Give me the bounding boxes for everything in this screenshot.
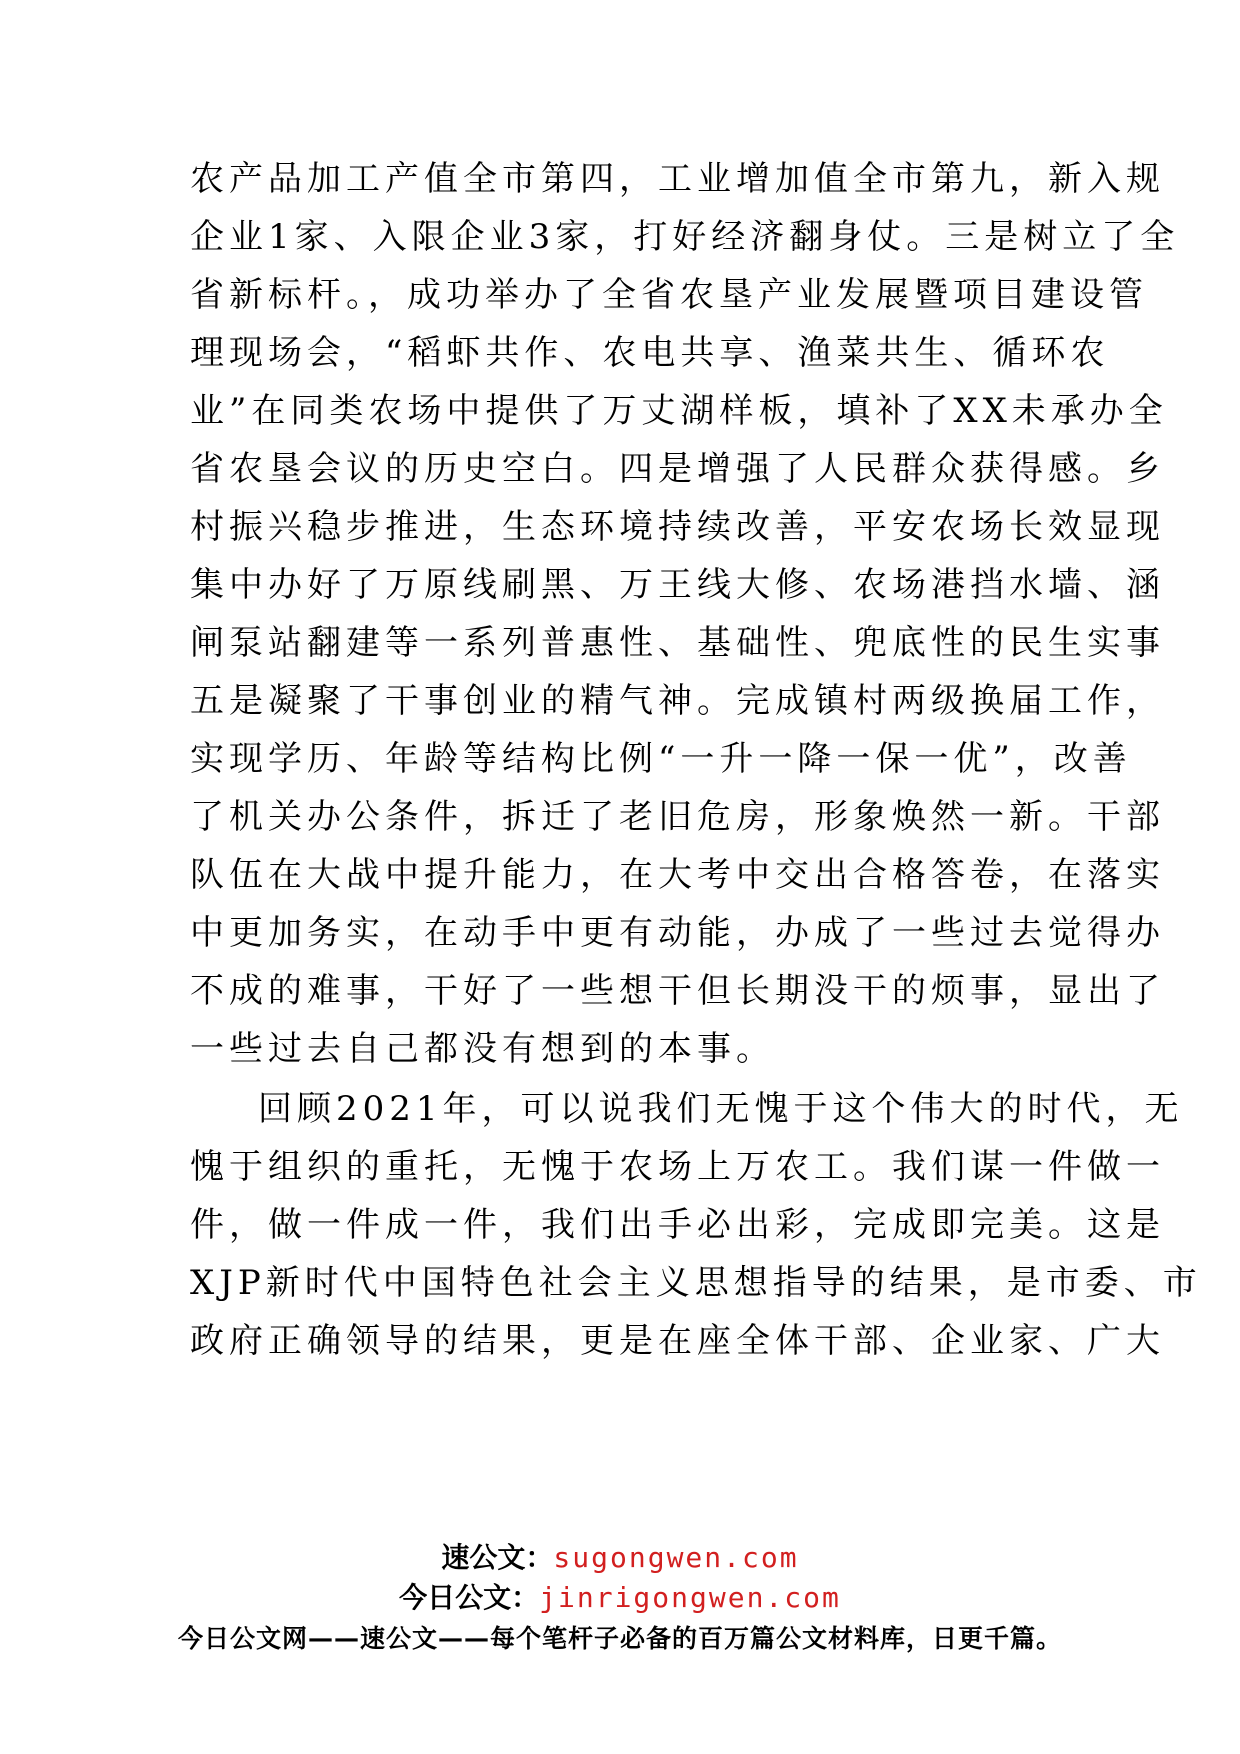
body-text-line: 村振兴稳步推进，生态环境持续改善，平安农场长效显现 bbox=[190, 507, 1165, 547]
footer-link-jinrigongwen[interactable]: jinrigongwen.com bbox=[539, 1581, 841, 1614]
footer-jinrigongwen bbox=[0, 1580, 1240, 1616]
body-text-line: 理现场会，“稻虾共作、农电共享、渔菜共生、循环农 bbox=[190, 333, 1110, 373]
body-text-line: 省新标杆。，成功举办了全省农垦产业发展暨项目建设管 bbox=[190, 275, 1148, 315]
body-text-line: 政府正确领导的结果，更是在座全体干部、企业家、广大 bbox=[190, 1321, 1165, 1361]
body-text-line: 不成的难事，干好了一些想干但长期没干的烦事，显出了 bbox=[190, 971, 1165, 1011]
body-text-line: 中更加务实，在动手中更有动能，办成了一些过去觉得办 bbox=[190, 913, 1165, 953]
footer-sugongwen bbox=[0, 1540, 1240, 1576]
body-text-line: 实现学历、年龄等结构比例“一升一降一保一优”，改善 bbox=[190, 739, 1132, 779]
body-text-line: XJP新时代中国特色社会主义思想指导的结果，是市委、市 bbox=[190, 1263, 1202, 1303]
footer-slogan: 今日公文网——速公文——每个笔杆子必备的百万篇公文材料库，日更千篇。 bbox=[177, 1624, 1062, 1653]
footer-label-sugongwen: 速公文： bbox=[441, 1541, 554, 1574]
body-text-line: 集中办好了万原线刷黑、万王线大修、农场港挡水墙、涵 bbox=[190, 565, 1165, 605]
body-text-line: 队伍在大战中提升能力，在大考中交出合格答卷，在落实 bbox=[190, 855, 1165, 895]
body-text-line: 一些过去自己都没有想到的本事。 bbox=[190, 1029, 775, 1069]
body-text-line: 五是凝聚了干事创业的精气神。完成镇村两级换届工作， bbox=[190, 681, 1165, 721]
body-text-line: 愧于组织的重托，无愧于农场上万农工。我们谋一件做一 bbox=[190, 1147, 1165, 1187]
body-text-line: 闸泵站翻建等一系列普惠性、基础性、兜底性的民生实事 bbox=[190, 623, 1165, 663]
body-text-line: 企业1家、入限企业3家，打好经济翻身仗。三是树立了全 bbox=[190, 217, 1180, 257]
footer-label-jinrigongwen: 今日公文： bbox=[399, 1581, 540, 1614]
body-text-line: 业”在同类农场中提供了万丈湖样板，填补了XX未承办全 bbox=[190, 391, 1168, 431]
body-text-line: 了机关办公条件，拆迁了老旧危房，形象焕然一新。干部 bbox=[190, 797, 1165, 837]
paragraph-first-line: 回顾2021年，可以说我们无愧于这个伟大的时代，无 bbox=[258, 1089, 1184, 1129]
body-text-line: 件，做一件成一件，我们出手必出彩，完成即完美。这是 bbox=[190, 1205, 1165, 1245]
body-text-line: 省农垦会议的历史空白。四是增强了人民群众获得感。乡 bbox=[190, 449, 1165, 489]
body-text-line: 农产品加工产值全市第四，工业增加值全市第九，新入规 bbox=[190, 159, 1165, 199]
footer-link-sugongwen[interactable]: sugongwen.com bbox=[553, 1541, 799, 1574]
